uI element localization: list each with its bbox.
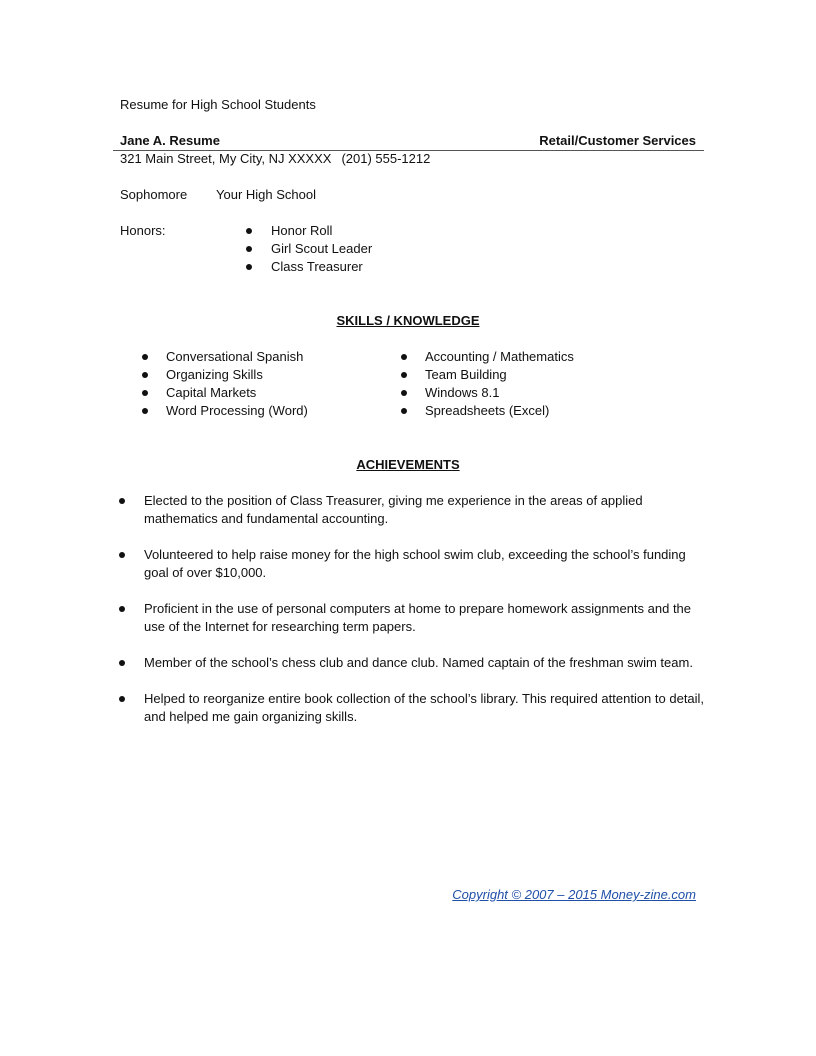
bullet-icon — [246, 228, 252, 234]
bullet-icon — [401, 354, 407, 360]
achievement-item: Proficient in the use of personal computers at home to prepare homework assignments and the use of the Internet for researching term papers. — [112, 600, 712, 636]
bullet-icon — [142, 408, 148, 414]
document-title: Resume for High School Students — [120, 97, 316, 112]
skill-item: Team Building — [395, 366, 574, 384]
address: 321 Main Street, My City, NJ XXXXX — [120, 151, 332, 166]
skill-item: Word Processing (Word) — [136, 402, 308, 420]
achievement-item: Elected to the position of Class Treasurer, giving me experience in the areas of applied mathematics and fundamental accounting. — [112, 492, 712, 528]
honor-item: Class Treasurer — [240, 258, 372, 276]
skill-item: Capital Markets — [136, 384, 308, 402]
bullet-icon — [142, 390, 148, 396]
achievement-item: Helped to reorganize entire book collection of the school’s library. This required attention to detail, and helped me gain organizing skills. — [112, 690, 712, 726]
skill-item: Windows 8.1 — [395, 384, 574, 402]
bullet-icon — [246, 264, 252, 270]
achievement-item: Member of the school’s chess club and dance club. Named captain of the freshman swim team. — [112, 654, 712, 672]
bullet-icon — [142, 354, 148, 360]
career-field: Retail/Customer Services — [539, 133, 696, 148]
bullet-icon — [119, 606, 125, 612]
applicant-name: Jane A. Resume — [120, 133, 220, 148]
bullet-icon — [401, 372, 407, 378]
contact-line — [120, 150, 430, 168]
achievements-list — [112, 492, 712, 744]
bullet-icon — [401, 408, 407, 414]
achievement-item: Volunteered to help raise money for the high school swim club, exceeding the school’s funding goal of over $10,000. — [112, 546, 712, 582]
bullet-icon — [119, 696, 125, 702]
skills-list-right — [395, 348, 574, 420]
phone-number: (201) 555-1212 — [341, 151, 431, 166]
bullet-icon — [246, 246, 252, 252]
copyright-link[interactable]: Copyright © 2007 – 2015 Money-zine.com — [452, 887, 696, 902]
honors-label: Honors: — [120, 223, 166, 238]
bullet-icon — [142, 372, 148, 378]
school-name: Your High School — [216, 187, 316, 202]
bullet-icon — [119, 552, 125, 558]
skill-item: Organizing Skills — [136, 366, 308, 384]
honor-item: Girl Scout Leader — [240, 240, 372, 258]
skills-list-left — [136, 348, 308, 420]
skill-item: Conversational Spanish — [136, 348, 308, 366]
achievements-heading: ACHIEVEMENTS — [356, 457, 460, 472]
bullet-icon — [401, 390, 407, 396]
honors-list — [240, 222, 372, 276]
skills-heading: SKILLS / KNOWLEDGE — [336, 313, 480, 328]
skill-item: Spreadsheets (Excel) — [395, 402, 574, 420]
grade-level: Sophomore — [120, 187, 188, 202]
bullet-icon — [119, 660, 125, 666]
honor-item: Honor Roll — [240, 222, 372, 240]
skill-item: Accounting / Mathematics — [395, 348, 574, 366]
bullet-icon — [119, 498, 125, 504]
